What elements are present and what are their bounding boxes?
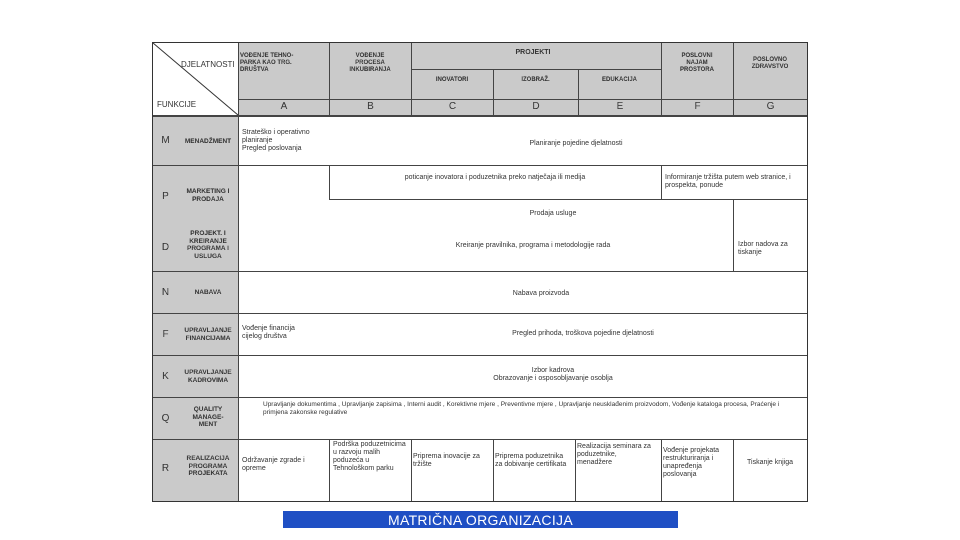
grid-line bbox=[493, 439, 494, 501]
cell-r-d: Priprema poduzetnika za dobivanje certifikata bbox=[495, 453, 567, 468]
column-f-label: POSLOVNI NAJAM PROSTORA bbox=[680, 53, 714, 73]
column-f-letter: F bbox=[694, 101, 701, 112]
cell-r-b: Podrška poduzetnicima u razvoju malih poduzeća u Tehnološkom parku bbox=[333, 441, 406, 472]
column-b-label: VOĐENJE PROCESA INKUBIRANJA bbox=[349, 53, 391, 73]
row-p-name: MARKETING I PRODAJA bbox=[186, 188, 230, 203]
grid-line bbox=[329, 165, 330, 199]
grid-line bbox=[153, 165, 807, 166]
grid-line bbox=[238, 99, 807, 100]
cell-r-e: Realizacija seminara za poduzetnike, menadžere bbox=[577, 443, 651, 466]
cell-p-lower: Prodaja usluge bbox=[529, 210, 577, 217]
cell-p-left: poticanje inovatora i poduzetnika preko natječaja ili medija bbox=[404, 174, 586, 181]
projects-group-label: PROJEKTI bbox=[515, 49, 551, 56]
column-a-label: VOĐENJE TEHNO- PARKA KAO TRG. DRUŠTVA bbox=[240, 53, 294, 73]
column-d-label: IZOBRAŽ. bbox=[521, 77, 550, 83]
grid-line bbox=[329, 199, 807, 200]
row-r-name: REALIZACIJA PROGRAMA PROJEKATA bbox=[186, 455, 230, 477]
cell-p-right: Informiranje tržišta putem web stranice, i prospekta, ponude bbox=[665, 174, 791, 189]
cell-f-rest: Pregled prihoda, troškova pojedine djelatnosti bbox=[512, 330, 654, 337]
grid-line bbox=[153, 397, 807, 398]
cell-m-a: Strateško i operativno planiranje Pregled poslovanja bbox=[242, 129, 310, 152]
column-a-letter: A bbox=[280, 101, 288, 112]
row-m-letter: M bbox=[161, 135, 170, 146]
grid-line bbox=[661, 439, 662, 501]
row-r-letter: R bbox=[161, 463, 170, 474]
grid-line bbox=[153, 115, 807, 117]
column-g-label: POSLOVNO ZDRAVSTVO bbox=[751, 57, 789, 70]
row-d-letter: D bbox=[161, 242, 170, 253]
cell-r-g: Tiskanje knjiga bbox=[747, 459, 794, 466]
column-d-letter: D bbox=[532, 101, 540, 112]
grid-line bbox=[575, 439, 576, 501]
row-f-letter: F bbox=[162, 329, 169, 340]
column-e-label: EDUKACIJA bbox=[601, 77, 637, 83]
grid-line bbox=[153, 355, 807, 356]
cell-r-a: Održavanje zgrade i opreme bbox=[242, 457, 305, 472]
column-e-letter: E bbox=[616, 101, 624, 112]
grid-line bbox=[329, 439, 330, 501]
cell-r-f: Vođenje projekata restrukturiranja i unapređenja poslovanja bbox=[663, 447, 720, 478]
row-k-name: UPRAVLJANJE KADROVIMA bbox=[184, 369, 232, 384]
row-p-letter: P bbox=[162, 191, 169, 202]
cell-d-g: Izbor nadova za tiskanje bbox=[738, 241, 788, 256]
row-f-name: UPRAVLJANJE FINANCIJAMA bbox=[184, 327, 232, 342]
row-q-name: QUALITY MANAGE- MENT bbox=[192, 406, 224, 428]
cell-m-rest: Planiranje pojedine djelatnosti bbox=[529, 140, 623, 147]
row-q-letter: Q bbox=[161, 413, 170, 424]
cell-q-main: Upravljanje dokumentima , Upravljanje zapisima , Interni audit , Korektivne mjere , Preventivne mjere , Upravljanje neusklađenim proizvodom, Vođenje kataloga procesa, Praćenje i primjena zakonske regulative bbox=[263, 401, 780, 416]
grid-line bbox=[411, 69, 661, 70]
row-m-name: MENADŽMENT bbox=[184, 138, 232, 145]
cell-r-c: Priprema inovacije za tržište bbox=[413, 453, 480, 468]
grid-line bbox=[153, 271, 807, 272]
column-g-letter: G bbox=[766, 101, 775, 112]
cell-n-main: Nabava proizvoda bbox=[512, 290, 570, 297]
row-n-name: NABAVA bbox=[194, 289, 222, 296]
cell-d-main: Kreiranje pravilnika, programa i metodologije rada bbox=[455, 242, 611, 249]
grid-line bbox=[733, 199, 734, 271]
row-d-name: PROJEKT. I KREIRANJE PROGRAMA I USLUGA bbox=[186, 230, 229, 260]
column-c-letter: C bbox=[448, 101, 457, 112]
function-column-band bbox=[153, 115, 238, 501]
column-b-letter: B bbox=[367, 101, 374, 112]
corner-top-label: DJELATNOSTI bbox=[181, 60, 235, 69]
row-n-letter: N bbox=[161, 287, 170, 298]
cell-f-a: Vođenje financija cijelog društva bbox=[242, 325, 295, 340]
matrix-table bbox=[152, 42, 808, 502]
corner-bottom-label: FUNKCIJE bbox=[157, 100, 197, 109]
grid-line bbox=[153, 313, 807, 314]
column-c-label: INOVATORI bbox=[435, 77, 469, 83]
row-k-letter: K bbox=[162, 371, 169, 382]
grid-line bbox=[661, 165, 662, 199]
cell-k-main: Izbor kadrova Obrazovanje i osposobljavanje osoblja bbox=[493, 367, 613, 382]
caption-bar: MATRIČNA ORGANIZACIJA bbox=[283, 511, 678, 528]
grid-line bbox=[733, 439, 734, 501]
grid-line bbox=[153, 439, 807, 440]
grid-line bbox=[411, 439, 412, 501]
